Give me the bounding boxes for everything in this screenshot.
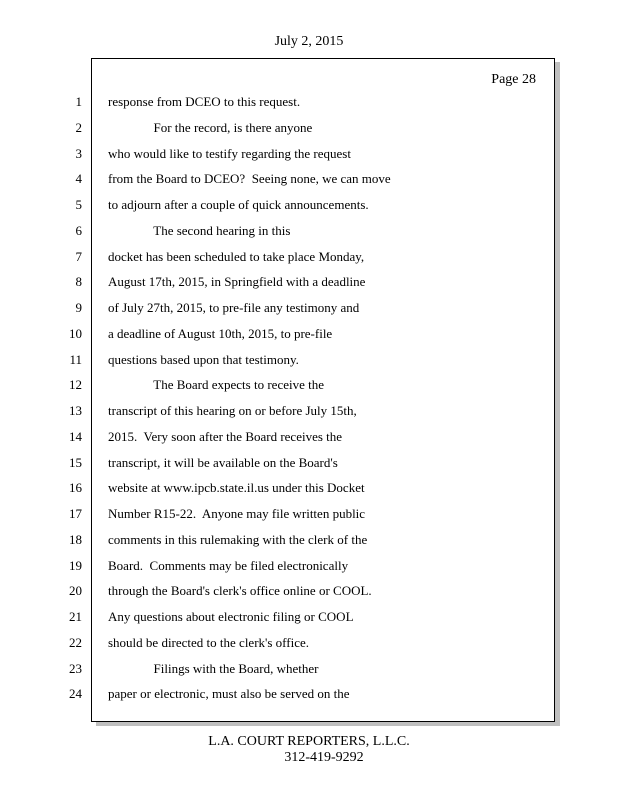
line-number: 11 (69, 351, 82, 367)
line-text: comments in this rulemaking with the clerk of the (108, 531, 368, 547)
header-date: July 2, 2015 (274, 34, 344, 49)
page-number: Page 28 (491, 72, 536, 87)
line-number: 3 (75, 145, 82, 161)
line-text: Filings with the Board, whether (108, 660, 319, 676)
line-text: from the Board to DCEO? Seeing none, we can move (108, 171, 391, 187)
line-text: who would like to testify regarding the request (108, 145, 351, 161)
line-number: 22 (69, 634, 82, 650)
line-number: 21 (69, 609, 82, 624)
line-number: 4 (75, 171, 82, 187)
line-number: 8 (75, 274, 82, 290)
line-number: 14 (69, 428, 82, 444)
line-text: paper or electronic, must also be served on the (108, 686, 350, 702)
line-number: 17 (69, 506, 82, 521)
line-number: 12 (69, 377, 82, 393)
line-text: questions based upon that testimony. (108, 351, 299, 367)
line-text: The second hearing in this (108, 222, 291, 238)
line-number: 5 (75, 197, 82, 212)
line-number: 10 (69, 325, 82, 341)
footer-company: L.A. COURT REPORTERS, L.L.C. (208, 734, 410, 749)
line-number: 24 (69, 686, 82, 702)
line-number: 18 (69, 531, 82, 547)
line-number: 6 (75, 222, 82, 238)
line-text: For the record, is there anyone (108, 119, 313, 135)
line-text: website at www.ipcb.state.il.us under this Docket (108, 480, 365, 496)
line-text: August 17th, 2015, in Springfield with a deadline (108, 274, 366, 290)
footer-phone: 312-419-9292 (284, 750, 364, 765)
line-text: to adjourn after a couple of quick announcements. (108, 197, 369, 212)
line-text: docket has been scheduled to take place Monday, (108, 248, 365, 264)
line-number: 1 (75, 94, 82, 109)
line-number: 15 (69, 454, 82, 470)
line-number: 19 (69, 557, 82, 573)
line-number: 20 (69, 583, 82, 599)
line-text: transcript of this hearing on or before July 15th, (108, 403, 357, 418)
line-text: Any questions about electronic filing or COOL (108, 609, 354, 624)
footer (0, 734, 618, 766)
line-text: 2015. Very soon after the Board receives the (108, 428, 343, 444)
line-text: Number R15-22. Anyone may file written public (108, 506, 366, 521)
line-number: 9 (75, 300, 82, 315)
line-number: 2 (75, 119, 82, 135)
line-text: should be directed to the clerk's office. (108, 634, 310, 650)
line-text: of July 27th, 2015, to pre-file any testimony and (108, 300, 360, 315)
line-number: 23 (69, 660, 82, 676)
line-number: 13 (69, 403, 82, 418)
line-text: The Board expects to receive the (108, 377, 324, 393)
line-text: a deadline of August 10th, 2015, to pre-file (108, 325, 333, 341)
line-text: response from DCEO to this request. (108, 94, 301, 109)
line-text: through the Board's clerk's office online or COOL. (108, 583, 372, 599)
line-text: Board. Comments may be filed electronically (108, 557, 349, 573)
line-text: transcript, it will be available on the Board's (108, 454, 338, 470)
line-number: 16 (69, 480, 82, 496)
line-number: 7 (75, 248, 82, 264)
